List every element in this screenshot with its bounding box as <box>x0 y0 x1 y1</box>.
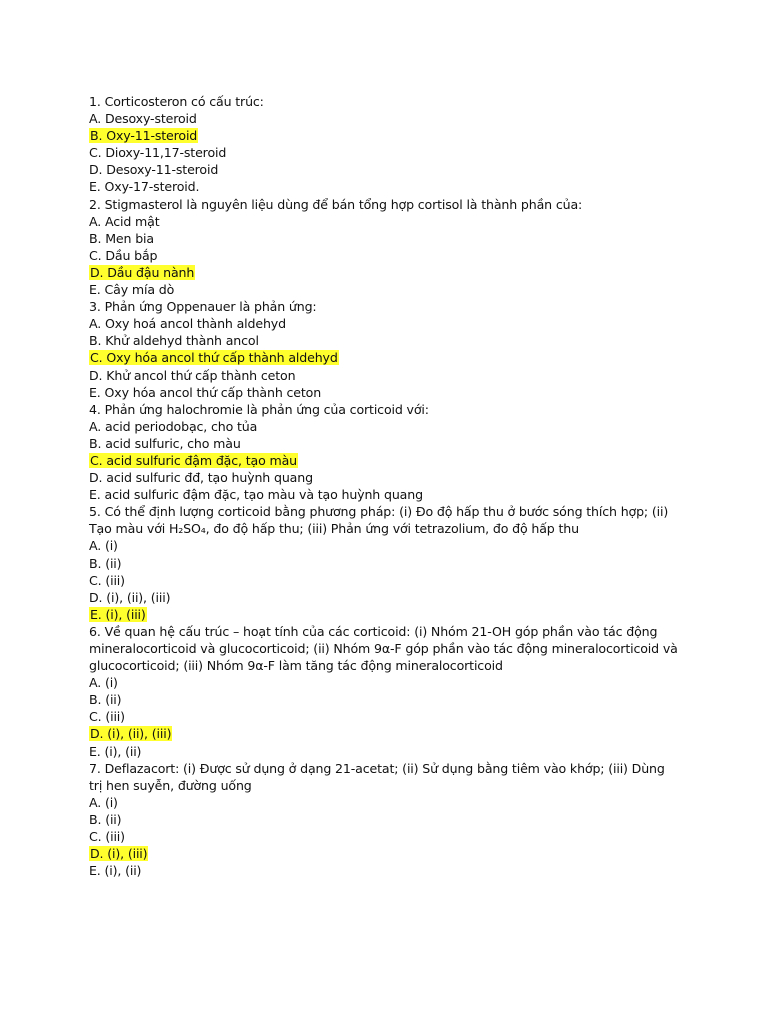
question-stem-line: 4. Phản ứng halochromie là phản ứng của corticoid với: <box>89 401 429 417</box>
answer-text: A. (i) <box>89 794 118 810</box>
answer-text: D. acid sulfuric đđ, tạo huỳnh quang <box>89 470 313 486</box>
question-stem-line: Tạo màu với H₂SO₄, đo độ hấp thu; (iii) Phản ứng với tetrazolium, đo độ hấp thu <box>89 521 579 537</box>
answer-option <box>89 828 689 845</box>
answer-text: C. Dầu bắp <box>89 247 158 263</box>
question-stem-line: trị hen suyễn, đường uống <box>89 777 252 793</box>
answer-option <box>89 435 689 452</box>
answer-option-correct <box>89 452 689 469</box>
question-stem-line: 1. Corticosteron có cấu trúc: <box>89 94 264 109</box>
answer-text: A. (i) <box>89 538 118 554</box>
answer-option <box>89 691 689 708</box>
document-body <box>89 93 689 879</box>
answer-text: C. (iii) <box>89 709 125 725</box>
answer-text: B. (ii) <box>89 692 122 708</box>
answer-option <box>89 674 689 691</box>
answer-text: D. (i), (ii), (iii) <box>89 589 171 605</box>
answer-text: B. acid sulfuric, cho màu <box>89 435 241 451</box>
question-block <box>89 503 689 623</box>
answer-text: C. (iii) <box>89 572 125 588</box>
answer-option <box>89 178 689 195</box>
answer-option <box>89 794 689 811</box>
answer-option <box>89 589 689 606</box>
answer-option <box>89 418 689 435</box>
answer-text: E. Oxy-17-steroid. <box>89 179 200 195</box>
answer-option <box>89 144 689 161</box>
answer-text: A. (i) <box>89 675 118 691</box>
answer-text: B. (ii) <box>89 555 122 571</box>
answer-text: C. (iii) <box>89 829 125 845</box>
highlighted-answer-text: D. Dầu đậu nành <box>90 264 195 280</box>
answer-option-correct <box>89 606 689 623</box>
highlighted-answer-text: D. (i), (ii), (iii) <box>90 726 172 742</box>
answer-option-correct <box>89 725 689 742</box>
answer-text: B. Khử aldehyd thành ancol <box>89 333 259 349</box>
answer-option <box>89 315 689 332</box>
answer-text: E. Cây mía dò <box>89 282 175 298</box>
answer-text: D. Desoxy-11-steroid <box>89 162 219 178</box>
answer-text: A. acid periodobạc, cho tủa <box>89 418 258 434</box>
answer-option <box>89 332 689 349</box>
question-block <box>89 401 689 504</box>
question-block <box>89 196 689 299</box>
answer-text: E. (i), (ii) <box>89 863 142 879</box>
question-block <box>89 623 689 760</box>
highlighted-answer-text: D. (i), (iii) <box>90 846 148 862</box>
question-stem-line: mineralocorticoid và glucocorticoid; (ii) Nhóm 9α-F góp phần vào tác động mineralocorticoid và <box>89 641 678 656</box>
question-stem-line: glucocorticoid; (iii) Nhóm 9α-F làm tăng tác động mineralocorticoid <box>89 658 503 674</box>
highlighted-answer-text: C. acid sulfuric đậm đặc, tạo màu <box>90 452 298 468</box>
answer-option <box>89 281 689 298</box>
question-block <box>89 760 689 880</box>
question-block <box>89 298 689 401</box>
answer-text: C. Dioxy-11,17-steroid <box>89 145 227 161</box>
answer-text: A. Oxy hoá ancol thành aldehyd <box>89 316 286 332</box>
answer-option <box>89 537 689 554</box>
answer-text: E. Oxy hóa ancol thứ cấp thành ceton <box>89 384 322 400</box>
answer-option <box>89 367 689 384</box>
answer-option <box>89 213 689 230</box>
answer-option <box>89 555 689 572</box>
answer-option <box>89 486 689 503</box>
highlighted-answer-text: C. Oxy hóa ancol thứ cấp thành aldehyd <box>90 350 338 366</box>
answer-option-correct <box>89 127 689 144</box>
highlighted-answer-text: B. Oxy-11-steroid <box>90 128 198 144</box>
answer-option-correct <box>89 349 689 366</box>
answer-text: A. Desoxy-steroid <box>89 111 197 127</box>
question-block <box>89 93 689 196</box>
highlighted-answer-text: E. (i), (iii) <box>90 606 146 622</box>
answer-text: D. Khử ancol thứ cấp thành ceton <box>89 367 296 383</box>
answer-option-correct <box>89 264 689 281</box>
answer-option <box>89 572 689 589</box>
answer-text: B. (ii) <box>89 811 122 827</box>
answer-option <box>89 862 689 879</box>
question-stem-line: 3. Phản ứng Oppenauer là phản ứng: <box>89 299 317 315</box>
answer-option <box>89 469 689 486</box>
answer-option <box>89 110 689 127</box>
question-stem-line: 7. Deflazacort: (i) Được sử dụng ở dạng 21-acetat; (ii) Sử dụng bằng tiêm vào khớp; (iii) Dùng <box>89 760 665 776</box>
answer-text: E. (i), (ii) <box>89 743 142 759</box>
answer-text: E. acid sulfuric đậm đặc, tạo màu và tạo huỳnh quang <box>89 487 423 503</box>
answer-text: A. Acid mật <box>89 213 160 229</box>
answer-option <box>89 708 689 725</box>
answer-option-correct <box>89 845 689 862</box>
answer-option <box>89 247 689 264</box>
answer-option <box>89 384 689 401</box>
answer-option <box>89 230 689 247</box>
answer-option <box>89 811 689 828</box>
answer-option <box>89 161 689 178</box>
answer-text: B. Men bia <box>89 230 154 246</box>
question-stem-line: 2. Stigmasterol là nguyên liệu dùng để bán tổng hợp cortisol là thành phần của: <box>89 196 583 212</box>
question-stem-line: 6. Về quan hệ cấu trúc – hoạt tính của các corticoid: (i) Nhóm 21-OH góp phần vào tác động <box>89 623 658 639</box>
answer-option <box>89 743 689 760</box>
question-stem-line: 5. Có thể định lượng corticoid bằng phương pháp: (i) Đo độ hấp thu ở bước sóng thích hợp; (ii) <box>89 504 669 520</box>
